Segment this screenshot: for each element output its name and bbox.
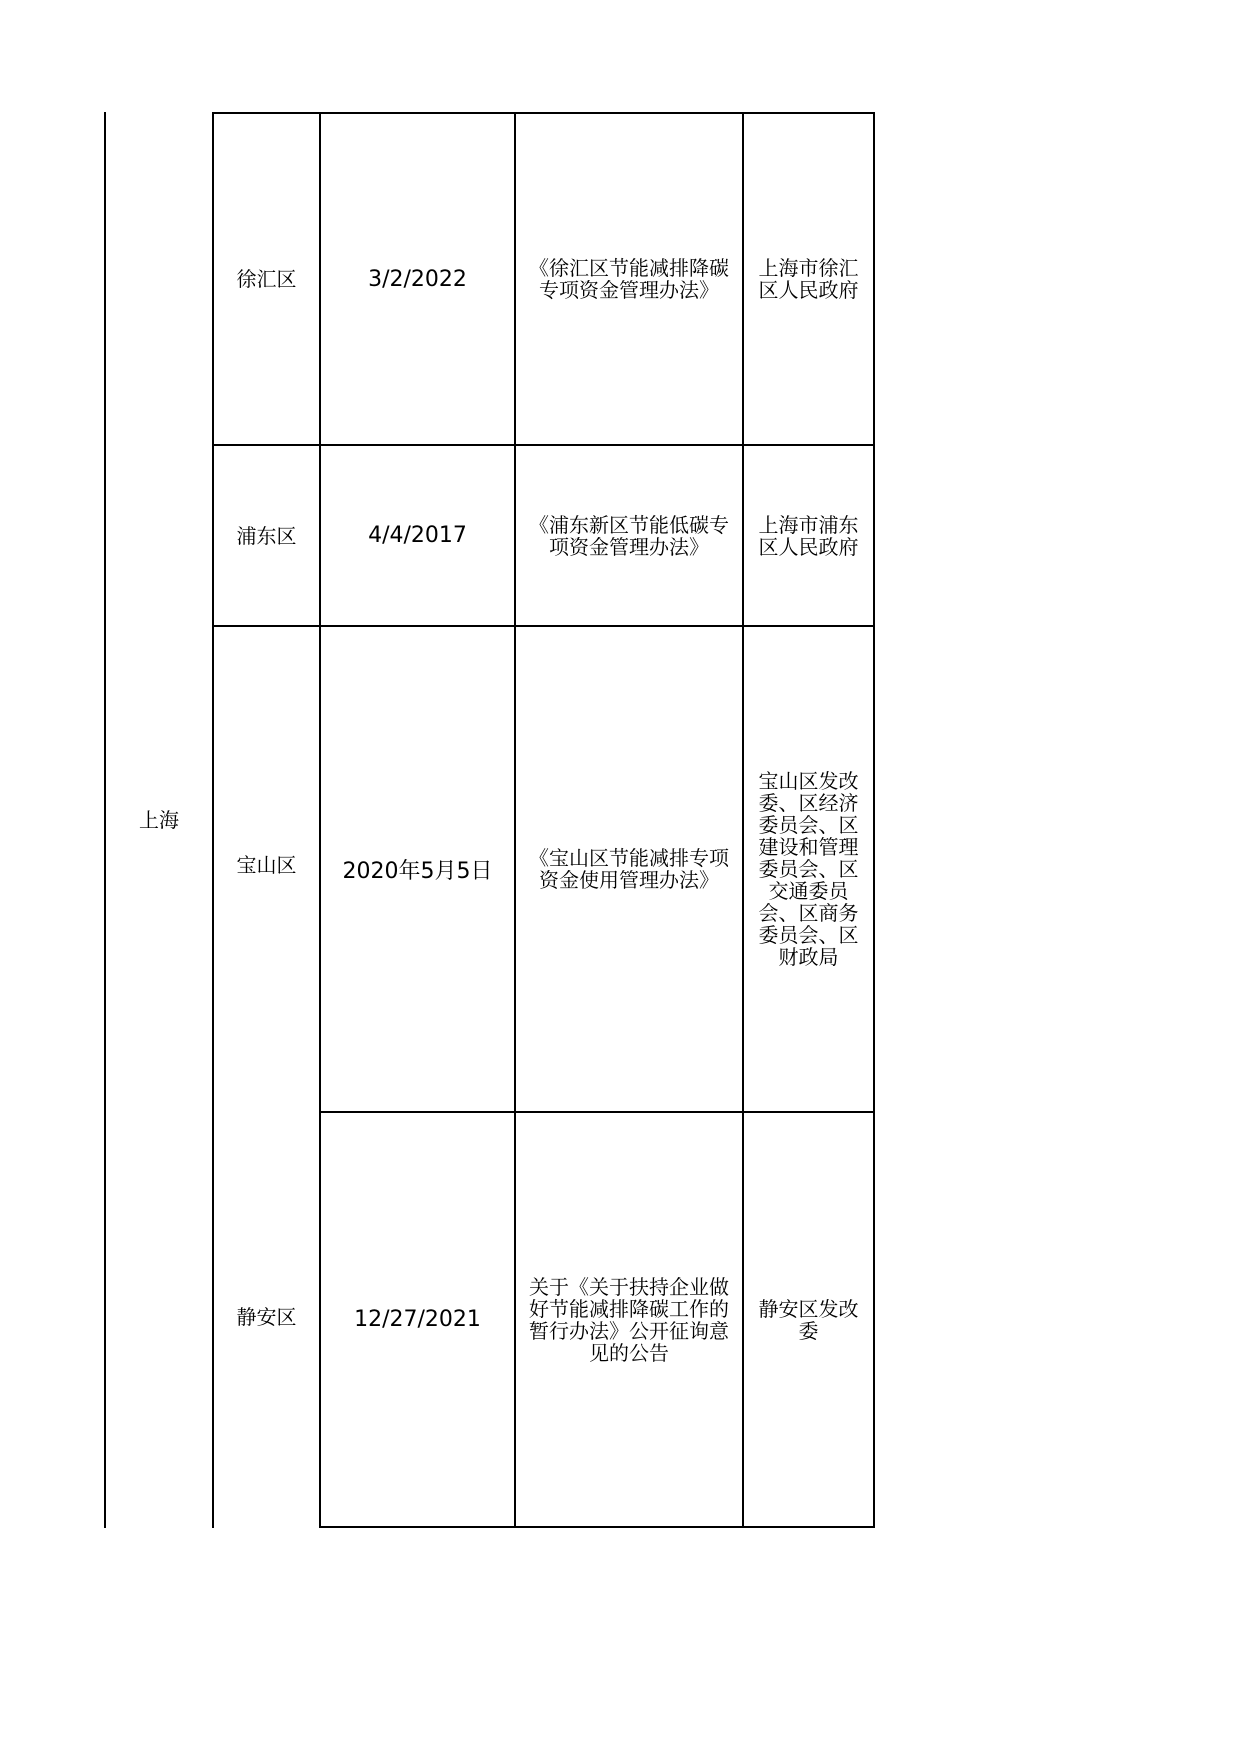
district-cell: 徐汇区 <box>236 267 297 291</box>
date-cell: 2020年5月5日 <box>342 858 493 884</box>
issuer-text: 宝山区发改委、区经济委员会、区建设和管理委员会、区交通委员会、区商务委员会、区财政局 <box>758 769 859 969</box>
issuer-cell <box>744 1113 873 1526</box>
policy-cell <box>516 627 742 1111</box>
district-cell: 静安区 <box>236 1305 297 1329</box>
policy-text: 《宝山区节能减排专项资金使用管理办法》 <box>529 846 729 892</box>
district-cell: 宝山区 <box>236 853 297 877</box>
date-cell: 4/4/2017 <box>368 523 467 548</box>
date-cell: 12/27/2021 <box>354 1307 481 1332</box>
issuer-cell <box>744 114 873 444</box>
policy-cell <box>516 1113 742 1526</box>
policy-cell <box>516 114 742 444</box>
policy-text: 《徐汇区节能减排降碳专项资金管理办法》 <box>529 256 729 302</box>
issuer-text: 上海市浦东区人民政府 <box>758 512 859 559</box>
policy-text: 关于《关于扶持企业做好节能减排降碳工作的 暂行办法》公开征询意见的公告 <box>529 1274 729 1365</box>
province-cell: 上海 <box>139 808 179 832</box>
district-cell: 浦东区 <box>236 523 297 548</box>
issuer-text: 静安区发改委 <box>758 1296 859 1343</box>
issuer-cell <box>744 446 873 625</box>
issuer-text: 上海市徐汇区人民政府 <box>758 256 859 302</box>
policy-cell <box>516 446 742 625</box>
policy-text: 《浦东新区节能低碳专项资金管理办法》 <box>529 512 729 559</box>
issuer-cell <box>744 627 873 1111</box>
table-border-right <box>873 112 875 1528</box>
table-border-bottom <box>319 1526 875 1528</box>
date-cell: 3/2/2022 <box>368 266 467 292</box>
